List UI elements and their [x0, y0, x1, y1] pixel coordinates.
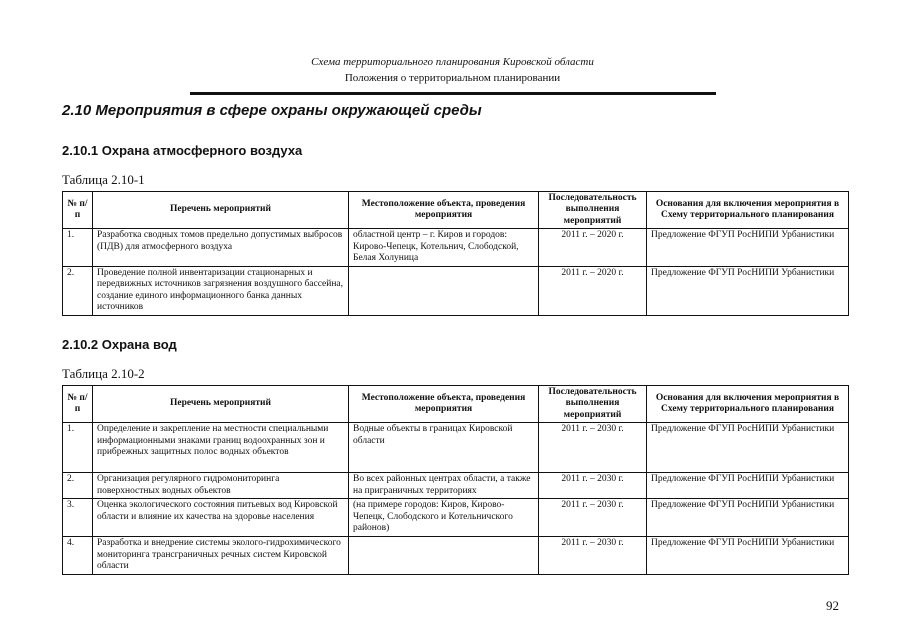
table-header-row: [63, 192, 849, 229]
cell-num: 4.: [63, 537, 93, 575]
page-number: 92: [826, 598, 839, 613]
col-header-location: Местоположение объекта, проведения мероприятия: [349, 386, 539, 423]
header-rule: [190, 92, 716, 95]
table-row: [63, 423, 849, 473]
cell-num: 2.: [63, 473, 93, 499]
cell-list: Проведение полной инвентаризации стационарных и передвижных источников загрязнения воздушного бассейна, создание единого информационного банка данных источников: [93, 266, 349, 315]
subsection-heading-air: 2.10.1 Охрана атмосферного воздуха: [62, 143, 303, 158]
cell-list: Оценка экологического состояния питьевых вод Кировской области и влияние их качества на здоровье населения: [93, 499, 349, 537]
table-row: [63, 473, 849, 499]
col-header-location: Местоположение объекта, проведения мероприятия: [349, 192, 539, 229]
table-header-row: [63, 386, 849, 423]
cell-sequence: 2011 г. – 2030 г.: [539, 537, 647, 575]
cell-location: [349, 266, 539, 315]
cell-basis: Предложение ФГУП РосНИПИ Урбанистики: [647, 266, 849, 315]
cell-num: 2.: [63, 266, 93, 315]
cell-sequence: 2011 г. – 2030 г.: [539, 499, 647, 537]
cell-list: Определение и закрепление на местности специальными информационными знаками границ водоохранных зон и прибрежных защитных полос водных объектов: [93, 423, 349, 473]
table-row: [63, 499, 849, 537]
running-header-title: Схема территориального планирования Кировской области: [311, 56, 594, 68]
section-heading: 2.10 Мероприятия в сфере охраны окружающей среды: [62, 102, 482, 119]
col-header-num: № п/п: [63, 192, 93, 229]
col-header-list: Перечень мероприятий: [93, 192, 349, 229]
cell-location: [349, 537, 539, 575]
cell-location: (на примере городов: Киров, Кирово-Чепецк, Слободского и Котельничского районов): [349, 499, 539, 537]
cell-sequence: 2011 г. – 2030 г.: [539, 473, 647, 499]
cell-num: 1.: [63, 229, 93, 267]
table-caption-2: Таблица 2.10-2: [62, 366, 145, 381]
col-header-basis: Основания для включения мероприятия в Схему территориального планирования: [647, 192, 849, 229]
cell-location: Водные объекты в границах Кировской области: [349, 423, 539, 473]
cell-basis: Предложение ФГУП РосНИПИ Урбанистики: [647, 473, 849, 499]
cell-sequence: 2011 г. – 2020 г.: [539, 266, 647, 315]
table-row: [63, 537, 849, 575]
table-row: [63, 229, 849, 267]
table-row: [63, 266, 849, 315]
col-header-num: № п/п: [63, 386, 93, 423]
cell-basis: Предложение ФГУП РосНИПИ Урбанистики: [647, 423, 849, 473]
table-water-protection: [62, 385, 849, 575]
cell-sequence: 2011 г. – 2020 г.: [539, 229, 647, 267]
cell-location: областной центр – г. Киров и городов: Кирово-Чепецк, Котельнич, Слободской, Белая Холуница: [349, 229, 539, 267]
col-header-basis: Основания для включения мероприятия в Схему территориального планирования: [647, 386, 849, 423]
cell-basis: Предложение ФГУП РосНИПИ Урбанистики: [647, 229, 849, 267]
cell-list: Разработка сводных томов предельно допустимых выбросов (ПДВ) для атмосферного воздуха: [93, 229, 349, 267]
running-header-subtitle: Положения о территориальном планировании: [344, 72, 561, 84]
cell-sequence: 2011 г. – 2030 г.: [539, 423, 647, 473]
table-caption-1: Таблица 2.10-1: [62, 172, 145, 187]
col-header-sequence: Последовательность выполнения мероприятий: [539, 192, 647, 229]
cell-basis: Предложение ФГУП РосНИПИ Урбанистики: [647, 499, 849, 537]
col-header-list: Перечень мероприятий: [93, 386, 349, 423]
cell-list: Организация регулярного гидромониторинга поверхностных водных объектов: [93, 473, 349, 499]
cell-list: Разработка и внедрение системы эколого-гидрохимического мониторинга трансграничных речных систем Кировской области: [93, 537, 349, 575]
cell-basis: Предложение ФГУП РосНИПИ Урбанистики: [647, 537, 849, 575]
cell-num: 3.: [63, 499, 93, 537]
cell-location: Во всех районных центрах области, а также на приграничных территориях: [349, 473, 539, 499]
cell-num: 1.: [63, 423, 93, 473]
table-air-protection: [62, 191, 849, 316]
subsection-heading-water: 2.10.2 Охрана вод: [62, 337, 177, 352]
col-header-sequence: Последовательность выполнения мероприятий: [539, 386, 647, 423]
